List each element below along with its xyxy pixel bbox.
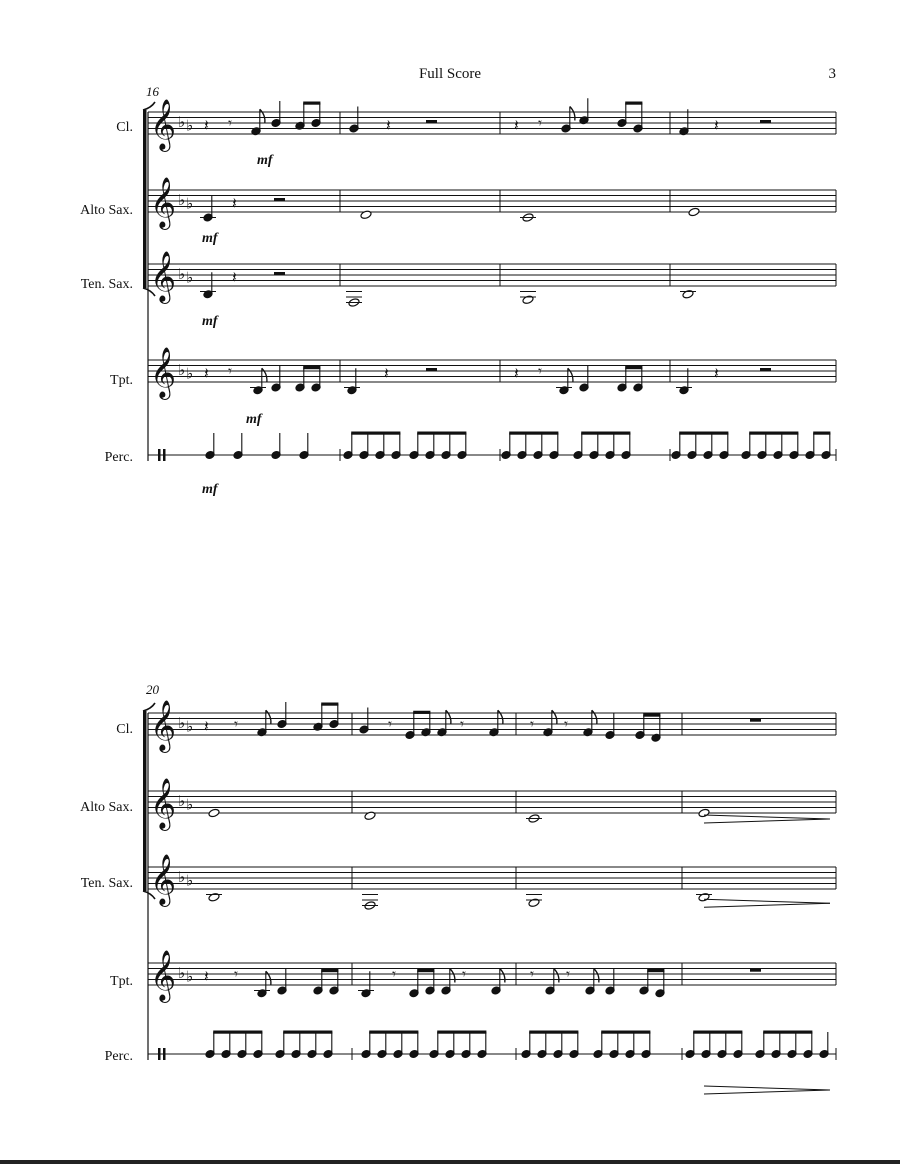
flat-icon: ♭	[186, 366, 194, 383]
eighth-flag	[260, 109, 265, 123]
treble-clef-icon: 𝄞	[150, 348, 177, 397]
beam	[213, 1031, 262, 1034]
half-rest-icon	[760, 120, 771, 123]
whole-note	[360, 210, 372, 220]
eighth-rest-icon: 𝄾	[538, 115, 542, 132]
dynamic-mf: mf	[246, 412, 262, 427]
whole-note	[528, 898, 540, 908]
bracket	[143, 711, 147, 891]
whole-note	[208, 808, 220, 818]
decrescendo-hairpin	[704, 819, 830, 823]
quarter-rest-icon: 𝄽	[714, 117, 719, 135]
beam	[581, 432, 630, 435]
measure-number: 20	[146, 682, 159, 697]
half-rest-icon	[426, 368, 437, 371]
flat-icon: ♭	[186, 270, 194, 287]
whole-note	[698, 808, 710, 818]
beam	[321, 703, 338, 706]
eighth-rest-icon: 𝄾	[388, 716, 392, 733]
decrescendo-hairpin	[704, 1090, 830, 1094]
eighth-flag	[592, 710, 597, 724]
beam	[679, 432, 728, 435]
beam	[417, 969, 434, 972]
whole-note	[522, 295, 534, 305]
beam	[601, 1031, 650, 1034]
flat-icon: ♭	[178, 267, 186, 283]
percussion-clef-icon	[158, 449, 161, 461]
system-2	[80, 682, 836, 1094]
flat-icon: ♭	[178, 363, 186, 379]
percussion-clef-icon	[163, 449, 166, 461]
eighth-flag	[594, 969, 599, 983]
page-bottom-border	[0, 1160, 900, 1164]
decrescendo-hairpin	[704, 903, 830, 907]
eighth-rest-icon: 𝄾	[460, 716, 464, 733]
eighth-flag	[570, 107, 575, 121]
eighth-flag	[262, 368, 267, 382]
beam	[647, 969, 664, 972]
beam	[303, 102, 320, 105]
whole-note	[688, 207, 700, 217]
eighth-flag	[500, 969, 505, 983]
beam	[413, 711, 430, 714]
half-rest-icon	[760, 368, 771, 371]
treble-clef-icon: 𝄞	[150, 779, 177, 828]
half-rest-icon	[426, 120, 437, 123]
treble-clef-icon: 𝄞	[150, 701, 177, 750]
page-number: 3	[828, 66, 836, 82]
bracket	[143, 110, 147, 288]
eighth-rest-icon: 𝄾	[228, 115, 232, 132]
decrescendo-hairpin	[704, 899, 830, 903]
percussion-clef-icon	[158, 1048, 161, 1060]
eighth-rest-icon: 𝄾	[462, 966, 466, 983]
beam	[693, 1031, 742, 1034]
flat-icon: ♭	[186, 969, 194, 986]
flat-icon: ♭	[186, 118, 194, 135]
quarter-rest-icon: 𝄽	[204, 117, 209, 135]
flat-icon: ♭	[186, 196, 194, 213]
eighth-rest-icon: 𝄾	[530, 716, 534, 733]
flat-icon: ♭	[178, 794, 186, 810]
quarter-rest-icon: 𝄽	[384, 365, 389, 383]
decrescendo-hairpin	[704, 1086, 830, 1090]
quarter-rest-icon: 𝄽	[714, 365, 719, 383]
beam	[643, 714, 660, 717]
beam	[529, 1031, 578, 1034]
instrument-label-alto-sax: Alto Sax.	[80, 203, 133, 218]
eighth-flag	[266, 710, 271, 724]
instrument-label-clarinet: Cl.	[116, 120, 133, 135]
flat-icon: ♭	[178, 716, 186, 732]
instrument-label-tenor-sax: Ten. Sax.	[80, 277, 133, 292]
eighth-rest-icon: 𝄾	[538, 363, 542, 380]
beam	[625, 102, 642, 105]
quarter-rest-icon: 𝄽	[204, 365, 209, 383]
instrument-label-percussion: Perc.	[104, 450, 133, 465]
eighth-rest-icon: 𝄾	[228, 363, 232, 380]
whole-note	[208, 892, 220, 902]
quarter-rest-icon: 𝄽	[514, 117, 519, 135]
half-rest-icon	[274, 198, 285, 201]
eighth-flag	[554, 969, 559, 983]
treble-clef-icon: 𝄞	[150, 252, 177, 301]
measure-number: 16	[146, 84, 159, 99]
dynamic-mf: mf	[202, 482, 218, 497]
quarter-rest-icon: 𝄽	[514, 365, 519, 383]
flat-icon: ♭	[186, 797, 194, 814]
treble-clef-icon: 𝄞	[150, 178, 177, 227]
beam	[625, 366, 642, 369]
beam	[763, 1031, 812, 1034]
treble-clef-icon: 𝄞	[150, 951, 177, 1000]
beam	[437, 1031, 486, 1034]
dynamic-mf: mf	[257, 153, 273, 168]
instrument-label-trumpet: Tpt.	[110, 974, 133, 989]
dynamic-mf: mf	[202, 314, 218, 329]
flat-icon: ♭	[186, 873, 194, 890]
instrument-label-percussion: Perc.	[104, 1049, 133, 1064]
beam	[813, 432, 830, 435]
beam	[303, 366, 320, 369]
flat-icon: ♭	[178, 966, 186, 982]
eighth-flag	[498, 710, 503, 724]
eighth-flag	[568, 368, 573, 382]
beam	[509, 432, 558, 435]
treble-clef-icon: 𝄞	[150, 100, 177, 149]
quarter-rest-icon: 𝄽	[204, 718, 209, 736]
instrument-label-tenor-sax: Ten. Sax.	[80, 876, 133, 891]
eighth-flag	[450, 969, 455, 983]
instrument-label-trumpet: Tpt.	[110, 373, 133, 388]
quarter-rest-icon: 𝄽	[232, 269, 237, 287]
beam	[749, 432, 798, 435]
quarter-rest-icon: 𝄽	[232, 195, 237, 213]
whole-note	[364, 811, 376, 821]
beam	[283, 1031, 332, 1034]
whole-note	[698, 892, 710, 902]
eighth-rest-icon: 𝄾	[566, 966, 570, 983]
half-rest-icon	[274, 272, 285, 275]
flat-icon: ♭	[186, 719, 194, 736]
beam	[321, 969, 338, 972]
eighth-rest-icon: 𝄾	[234, 716, 238, 733]
eighth-flag	[446, 710, 451, 724]
percussion-clef-icon	[163, 1048, 166, 1060]
quarter-rest-icon: 𝄽	[204, 968, 209, 986]
treble-clef-icon: 𝄞	[150, 855, 177, 904]
eighth-flag	[266, 971, 271, 985]
flat-icon: ♭	[178, 115, 186, 131]
beam	[417, 432, 466, 435]
dynamic-mf: mf	[202, 231, 218, 246]
whole-note	[682, 289, 694, 299]
system-1	[80, 84, 836, 497]
eighth-rest-icon: 𝄾	[564, 716, 568, 733]
whole-rest-icon	[750, 969, 761, 972]
eighth-flag	[552, 710, 557, 724]
eighth-rest-icon: 𝄾	[392, 966, 396, 983]
instrument-label-alto-sax: Alto Sax.	[80, 800, 133, 815]
instrument-label-clarinet: Cl.	[116, 722, 133, 737]
flat-icon: ♭	[178, 870, 186, 886]
quarter-rest-icon: 𝄽	[386, 117, 391, 135]
flat-icon: ♭	[178, 193, 186, 209]
beam	[369, 1031, 418, 1034]
whole-rest-icon	[750, 719, 761, 722]
score-title: Full Score	[418, 66, 482, 82]
eighth-rest-icon: 𝄾	[530, 966, 534, 983]
beam	[351, 432, 400, 435]
eighth-rest-icon: 𝄾	[234, 966, 238, 983]
decrescendo-hairpin	[704, 815, 830, 819]
